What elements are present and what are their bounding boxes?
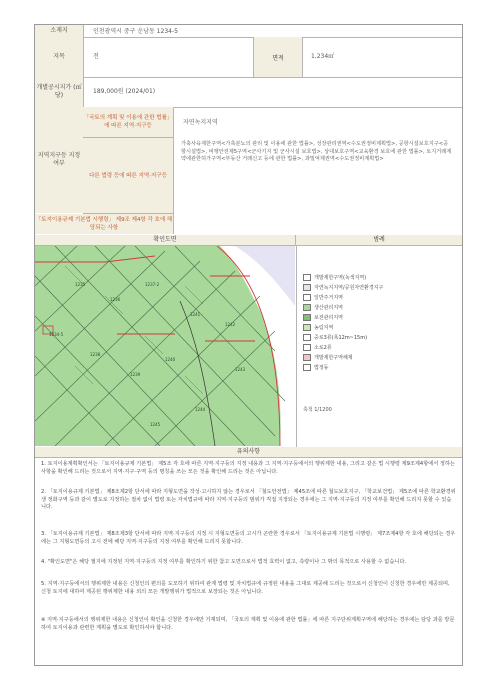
parcel-label: 1242 <box>225 322 236 327</box>
parcel-label: 1238 <box>90 352 101 357</box>
location-label: 소재지 <box>35 25 84 37</box>
other-law-zone-value: 가축사육제한구역<가축분뇨의 관리 및 이용에 관한 법률>, 성장관리권역<수도권정비계획법>, 공항시설보호지구<공항시설법>, 비행안전제5구역<군사기지 및 군사시설 보호법>, 상대보호구역<교육환경 보호에 관한 법률>, 토지거래계약에관한허가구역<부동산 거래신고 등에 관한 법률>, 과밀억제권역<수도권정비계획법> <box>181 141 452 162</box>
map-title: 확인도면 <box>35 235 296 246</box>
legend-swatch <box>303 314 311 321</box>
legend-item: 개발제한구역해제 <box>303 354 353 361</box>
area-value: 1,234㎡ <box>311 53 335 60</box>
land-use-plan-document <box>34 24 463 666</box>
remarks-paragraph: 1. 토지이용계획확인서는 「토지이용규제 기본법」 제5조 각 호에 따른 지역·지구등의 지정 내용과 그 지역·지구등에서의 행위제한 내용, 그리고 같은 법 시행령 제9조제4항에서 정하는 사항을 확인해 드리는 것으로서 지역·지구·구역 등의 명칭을 쓰는 모든 것을 확인해 드리는 것은 아닙니다. <box>41 461 457 475</box>
jimok-value: 전 <box>93 53 99 60</box>
area-label: 면적 <box>253 37 303 77</box>
legend-swatch <box>303 294 311 301</box>
legend-swatch <box>303 284 311 291</box>
jimok-label: 지목 <box>35 37 84 77</box>
legend-swatch <box>303 334 311 341</box>
jimok-area-row <box>35 37 462 78</box>
parcel-label: 1234-5 <box>49 332 64 337</box>
legend-title: 범례 <box>296 235 462 246</box>
legend-item: 생산관리지역 <box>303 304 343 311</box>
use-plan-label: 지역지구등 지정여부 <box>35 107 84 213</box>
national-plan-zone-value: 자연녹지지역 <box>183 119 218 126</box>
remarks-paragraph: 5. 지역·지구등에서의 행위제한 내용은 신청인의 편의를 도모하기 위하여 관계 법령 및 자치법규에 규정된 내용을 그대로 제공해 드리는 것으로서 신청인이 신청한 경우에만 제공되며, 신청 토지에 대하여 제공된 행위제한 내용 외의 모든 개발행위가 법적으로 보장되는 것은 아닙니다. <box>41 581 452 595</box>
price-value: 189,000원 (2024/01) <box>93 88 156 95</box>
parcel-label: 1240 <box>165 357 176 362</box>
parcel-label: 1245 <box>150 422 161 427</box>
use-plan-block <box>35 107 462 236</box>
legend-item: 자연녹지지역/공원자연환경지구 <box>303 284 383 291</box>
legend-item: 일반주거지역 <box>303 294 343 301</box>
legend-item: 중로3류(폭12m~15m) <box>303 334 367 341</box>
price-label: 개별공시지가 (㎡당) <box>35 77 84 107</box>
parcel-label: 1236 <box>110 297 121 302</box>
remarks-title: 유의사항 <box>35 447 462 458</box>
legend-panel <box>296 246 462 447</box>
parcel-label: 1243 <box>235 367 246 372</box>
legend-item: 소로2류 <box>303 344 332 351</box>
legend-item: 농림지역 <box>303 324 333 331</box>
legend-item: 개발제한구역(녹색지역) <box>303 274 366 281</box>
legend-swatch <box>303 304 311 311</box>
legend-item: 보전관리지역 <box>303 314 343 321</box>
parcel-label: 1244 <box>195 407 206 412</box>
price-row <box>35 77 462 108</box>
remarks-paragraph: 2. 「토지이용규제 기본법」 제8조제2항 단서에 따라 지형도면을 작성·고시하지 않는 경우로서 「철도안전법」 제45조에 따른 철도보호지구, 「학교보건법」 제5조에 따른 학교환경위생 정화구역 등과 같이 별도로 지정하는 절차 없이 법령 또는 자치법규에 따라 지역·지구등의 범위가 직접 지정되는 경우에는 그 지역·지구등의 지정 여부를 확인해 드리지 못할 수 있습니다. <box>41 489 456 510</box>
remarks-paragraph: 4. "확인도면"은 해당 필지에 지정된 지역·지구등의 지정 여부를 확인하기 위한 참고 도면으로서 법적 효력이 없고, 측량이나 그 밖의 목적으로 사용할 수 없습니다. <box>41 559 406 565</box>
other-law-zone-label: 다른 법령 등에 따른 지역·지구등 <box>83 138 174 214</box>
national-plan-zone-label: 「국토의 계획 및 이용에 관한 법률」에 따른 지역·지구등 <box>83 107 174 138</box>
legend-swatch <box>303 324 311 331</box>
legend-swatch <box>303 274 311 281</box>
legend-item: 법정동 <box>303 364 329 371</box>
parcel-label: 1237-2 <box>145 282 160 287</box>
parcel-label: 1241 <box>190 312 201 317</box>
map-scale: 축척 1/1200 <box>303 407 332 413</box>
parcel-label: 1239 <box>130 372 141 377</box>
legend-swatch <box>303 354 311 361</box>
map-section <box>35 235 462 448</box>
location-value: 인천광역시 중구 운남동 1234-5 <box>93 28 178 35</box>
remarks-paragraph: 3. 「토지이용규제 기본법」 제8조제3항 단서에 따라 지역·지구등의 지정 시 지형도면등의 고시가 곤란한 경우로서 「토지이용규제 기본법 시행령」 제7조제4항 각 호에 해당되는 경우에는 그 지형도면등의 고시 전에 해당 지역·지구등의 지정 여부를 확인해 드리지 못합니다. <box>41 531 456 545</box>
remarks-paragraph: ※ 지역·지구등에서의 행위제한 내용은 신청인이 확인을 신청한 경우에만 기재되며, 「국토의 계획 및 이용에 관한 법률」에 따른 지구단위계획구역에 해당하는 경우에는 담당 과를 방문하여 토지이용과 관련한 계획을 별도로 확인하셔야 합니다. <box>41 617 455 631</box>
parcel-label: 1235 <box>75 282 86 287</box>
legend-swatch <box>303 364 311 371</box>
legend-swatch <box>303 344 311 351</box>
decree-item-label: 「토지이용규제 기본법 시행령」 제9조 제4항 각 호에 해당되는 사항 <box>35 214 174 234</box>
confirmation-map <box>35 246 295 446</box>
